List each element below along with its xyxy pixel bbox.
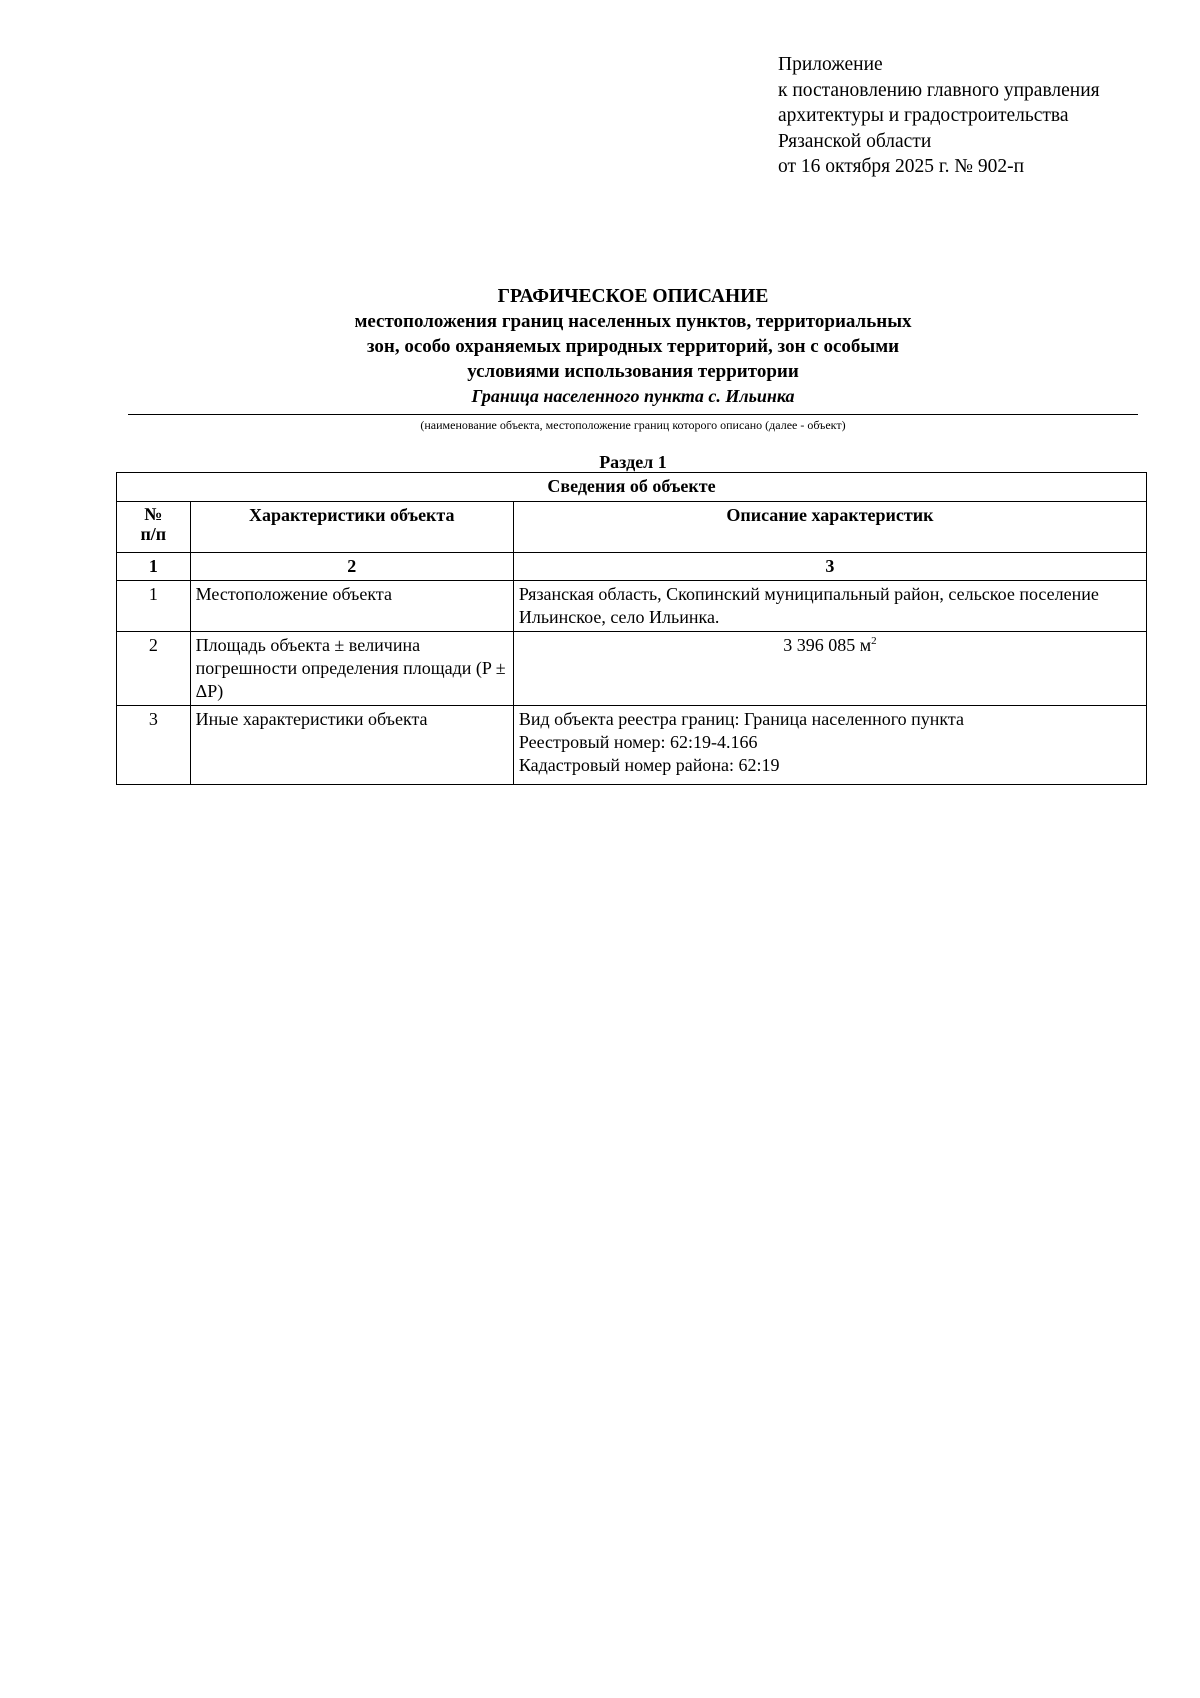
column-number: 1 (117, 553, 191, 581)
table-row (117, 632, 1147, 706)
header-description: Описание характеристик (513, 502, 1146, 553)
area-value: 3 396 085 м (783, 635, 872, 655)
area-unit-superscript: 2 (871, 635, 877, 647)
object-name-underline (128, 414, 1138, 415)
appendix-line: Рязанской области (778, 130, 932, 152)
row-characteristic: Местоположение объекта (190, 581, 513, 632)
header-number-label: № п/п (140, 504, 167, 544)
table-caption: Сведения об объекте (117, 473, 1147, 502)
column-number: 2 (190, 553, 513, 581)
row-characteristic: Площадь объекта ± величина погрешности определения площади (P ± ΔP) (190, 632, 513, 706)
appendix-line: Приложение (778, 54, 883, 75)
row-number: 1 (117, 581, 191, 632)
column-number: 3 (513, 553, 1146, 581)
description-line: Вид объекта реестра границ: Граница населенного пункта (518, 709, 964, 729)
row-description (513, 706, 1146, 785)
appendix-line: от 16 октября 2025 г. № 902-п (778, 156, 1025, 177)
table-header-row (117, 502, 1147, 553)
table-row (117, 581, 1147, 632)
description-line: Кадастровый номер района: 62:19 (518, 755, 780, 775)
document-subtitle-line: зон, особо охраняемых природных территорий, зон с особыми (366, 336, 900, 357)
row-description-lines (519, 708, 1141, 782)
appendix-line: архитектуры и градостроительства (778, 105, 1069, 126)
appendix-line: к постановлению главного управления (778, 79, 1100, 101)
row-characteristic: Иные характеристики объекта (190, 706, 513, 785)
row-description: Рязанская область, Скопинский муниципальный район, сельское поселение Ильинское, село Ильинка. (513, 581, 1146, 632)
row-description (513, 632, 1146, 706)
object-caption: (наименование объекта, местоположение границ которого описано (далее - объект) (420, 418, 846, 432)
object-info-table (116, 472, 1147, 785)
header-characteristic: Характеристики объекта (190, 502, 513, 553)
description-line: Реестровый номер: 62:19-4.166 (518, 732, 758, 752)
document-title: ГРАФИЧЕСКОЕ ОПИСАНИЕ (497, 286, 769, 307)
table-row (117, 706, 1147, 785)
section-title: Раздел 1 (599, 452, 667, 472)
object-name: Граница населенного пункта с. Ильинка (471, 386, 795, 406)
row-number: 3 (117, 706, 191, 785)
document-subtitle-line: местоположения границ населенных пунктов, территориальных (354, 311, 912, 332)
document-subtitle-line: условиями использования территории (467, 361, 799, 382)
document-title-block (128, 284, 1138, 408)
column-number-row (117, 553, 1147, 581)
table-caption-row (117, 473, 1147, 502)
row-number: 2 (117, 632, 191, 706)
header-number (117, 502, 191, 553)
appendix-block (778, 52, 1100, 180)
